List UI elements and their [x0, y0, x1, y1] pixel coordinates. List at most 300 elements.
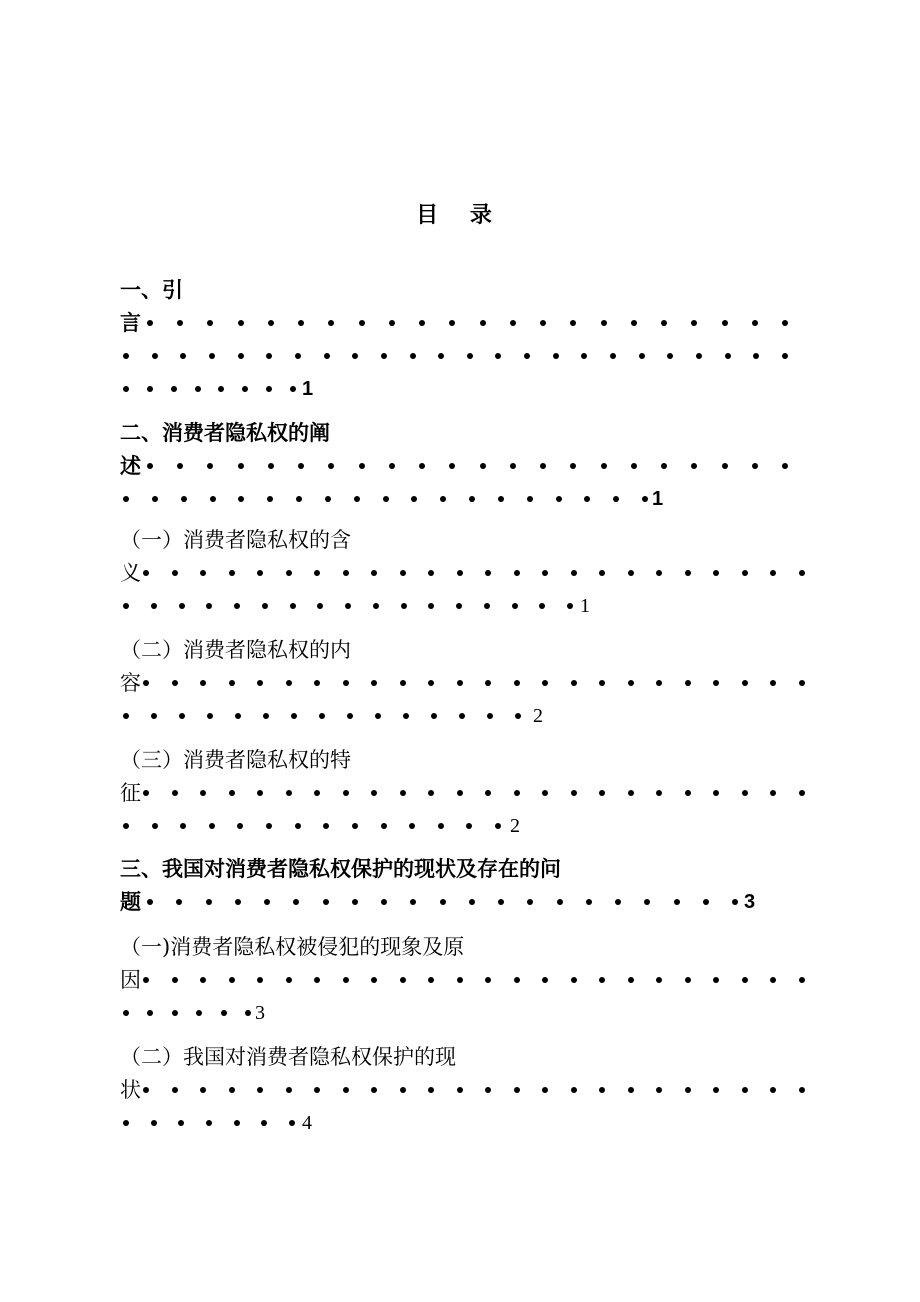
dot-leader	[0, 556, 920, 590]
leader-dot	[371, 680, 377, 686]
leader-dot	[245, 1010, 251, 1016]
leader-dot	[782, 463, 788, 469]
dot-leader	[0, 306, 920, 340]
leader-dot	[257, 680, 263, 686]
leader-dot	[234, 1120, 240, 1126]
leader-dot	[685, 680, 691, 686]
leader-dot	[143, 977, 149, 983]
leader-dot	[206, 1120, 212, 1126]
leader-dot	[290, 386, 296, 392]
leader-dot	[328, 320, 334, 326]
leader-dot	[264, 899, 270, 905]
toc-entry-title-continued: 征	[120, 781, 141, 805]
leader-dot	[206, 603, 212, 609]
toc-entry-title: （二）消费者隐私权的内	[120, 638, 351, 662]
leader-dot	[438, 823, 444, 829]
leader-dot	[375, 713, 381, 719]
toc-page-number: 4	[302, 1112, 312, 1134]
leader-dot	[540, 463, 546, 469]
leader-dot	[512, 603, 518, 609]
leader-dot	[419, 463, 425, 469]
leader-dot	[644, 899, 650, 905]
leader-dot	[440, 899, 446, 905]
leader-dot	[428, 570, 434, 576]
leader-dot	[210, 496, 216, 502]
leader-dot	[298, 463, 304, 469]
leader-dot	[123, 603, 129, 609]
toc-page-number: 3	[744, 891, 756, 913]
leader-dot	[289, 1120, 295, 1126]
leader-dot	[742, 680, 748, 686]
dot-leader	[0, 809, 920, 843]
leader-dot	[180, 353, 186, 359]
leader-dot	[457, 570, 463, 576]
leader-dot	[628, 977, 634, 983]
toc-page-number: 2	[533, 705, 543, 727]
leader-dot	[713, 570, 719, 576]
leader-dot	[143, 790, 149, 796]
leader-dot	[722, 320, 728, 326]
leader-dot	[599, 570, 605, 576]
leader-dot	[123, 386, 129, 392]
leader-dot	[610, 353, 616, 359]
toc-entry-title: （三）消费者隐私权的特	[120, 748, 351, 772]
leader-dot	[172, 570, 178, 576]
leader-dot	[400, 977, 406, 983]
leader-dot	[123, 353, 129, 359]
leader-dot	[770, 1087, 776, 1093]
leader-dot	[238, 353, 244, 359]
leader-dot	[667, 353, 673, 359]
leader-dot	[685, 790, 691, 796]
leader-dot	[293, 899, 299, 905]
leader-dot	[628, 680, 634, 686]
leader-dot	[352, 353, 358, 359]
leader-dot	[438, 353, 444, 359]
leader-dot	[459, 713, 465, 719]
leader-dot	[599, 977, 605, 983]
leader-dot	[176, 899, 182, 905]
leader-dot	[147, 1010, 153, 1016]
leader-dot	[286, 570, 292, 576]
leader-dot	[498, 496, 504, 502]
leader-dot	[179, 603, 185, 609]
leader-dot	[286, 1087, 292, 1093]
leader-dot	[286, 680, 292, 686]
leader-dot	[428, 1087, 434, 1093]
leader-dot	[298, 320, 304, 326]
leader-dot	[323, 823, 329, 829]
leader-dot	[209, 823, 215, 829]
leader-dot	[557, 899, 563, 905]
toc-entry-title-continued: 义	[120, 561, 141, 585]
leader-dot	[314, 790, 320, 796]
leader-dot	[229, 1087, 235, 1093]
leader-dot	[685, 1087, 691, 1093]
leader-dot	[615, 899, 621, 905]
leader-dot	[218, 386, 224, 392]
leader-dot	[485, 790, 491, 796]
leader-dot	[485, 977, 491, 983]
leader-dot	[257, 1087, 263, 1093]
leader-dot	[571, 1087, 577, 1093]
leader-dot	[229, 977, 235, 983]
leader-dot	[457, 977, 463, 983]
leader-dot	[262, 603, 268, 609]
leader-dot	[524, 353, 530, 359]
leader-dot	[514, 790, 520, 796]
leader-dot	[656, 977, 662, 983]
leader-dot	[752, 463, 758, 469]
leader-dot	[324, 353, 330, 359]
leader-dot	[498, 899, 504, 905]
leader-dot	[639, 353, 645, 359]
leader-dot	[457, 790, 463, 796]
leader-dot	[143, 1087, 149, 1093]
leader-dot	[195, 386, 201, 392]
leader-dot	[343, 680, 349, 686]
leader-dot	[200, 680, 206, 686]
leader-dot	[539, 603, 545, 609]
leader-dot	[656, 790, 662, 796]
toc-entry-title: 三、我国对消费者隐私权保护的现状及存在的问	[120, 857, 561, 881]
leader-dot	[782, 353, 788, 359]
leader-dot	[257, 977, 263, 983]
leader-dot	[257, 570, 263, 576]
leader-dot	[586, 899, 592, 905]
leader-dot	[782, 320, 788, 326]
leader-dot	[799, 977, 805, 983]
leader-dot	[799, 1087, 805, 1093]
leader-dot	[207, 463, 213, 469]
toc-entry-title: （一）消费者隐私权的含	[120, 528, 351, 552]
leader-dot	[466, 823, 472, 829]
leader-dot	[770, 680, 776, 686]
leader-dot	[571, 680, 577, 686]
leader-dot	[200, 790, 206, 796]
leader-dot	[291, 713, 297, 719]
leader-dot	[286, 790, 292, 796]
leader-dot	[485, 1087, 491, 1093]
leader-dot	[325, 496, 331, 502]
leader-dot	[221, 1010, 227, 1016]
leader-dot	[661, 463, 667, 469]
leader-dot	[696, 353, 702, 359]
leader-dot	[180, 823, 186, 829]
leader-dot	[354, 496, 360, 502]
leader-dot	[172, 977, 178, 983]
leader-dot	[722, 463, 728, 469]
leader-dot	[200, 1087, 206, 1093]
leader-dot	[359, 463, 365, 469]
leader-dot	[656, 680, 662, 686]
leader-dot	[485, 680, 491, 686]
leader-dot	[172, 1010, 178, 1016]
toc-entry-title: （一)消费者隐私权被侵犯的现象及原	[120, 935, 465, 959]
leader-dot	[400, 790, 406, 796]
leader-dot	[770, 977, 776, 983]
leader-dot	[181, 496, 187, 502]
leader-dot	[383, 496, 389, 502]
leader-dot	[713, 680, 719, 686]
leader-dot	[177, 320, 183, 326]
leader-dot	[601, 463, 607, 469]
leader-dot	[556, 496, 562, 502]
toc-page-number: 1	[302, 378, 314, 400]
leader-dot	[540, 320, 546, 326]
dot-leader	[0, 885, 920, 919]
leader-dot	[229, 790, 235, 796]
leader-dot	[295, 353, 301, 359]
leader-dot	[599, 790, 605, 796]
leader-dot	[542, 977, 548, 983]
leader-dot	[266, 386, 272, 392]
leader-dot	[237, 823, 243, 829]
leader-dot	[449, 463, 455, 469]
leader-dot	[314, 977, 320, 983]
leader-dot	[542, 680, 548, 686]
leader-dot	[242, 386, 248, 392]
leader-dot	[428, 977, 434, 983]
leader-dot	[410, 353, 416, 359]
leader-dot	[267, 496, 273, 502]
leader-dot	[770, 790, 776, 796]
leader-dot	[389, 463, 395, 469]
leader-dot	[177, 463, 183, 469]
leader-dot	[691, 463, 697, 469]
leader-dot	[314, 1087, 320, 1093]
leader-dot	[703, 899, 709, 905]
leader-dot	[314, 680, 320, 686]
leader-dot	[143, 570, 149, 576]
leader-dot	[389, 320, 395, 326]
leader-dot	[147, 320, 153, 326]
leader-dot	[179, 713, 185, 719]
leader-dot	[469, 496, 475, 502]
leader-dot	[229, 680, 235, 686]
leader-dot	[371, 977, 377, 983]
leader-dot	[542, 570, 548, 576]
leader-dot	[261, 1120, 267, 1126]
leader-dot	[381, 899, 387, 905]
dot-leader	[0, 666, 920, 700]
leader-dot	[314, 570, 320, 576]
leader-dot	[514, 1087, 520, 1093]
leader-dot	[151, 713, 157, 719]
leader-dot	[371, 790, 377, 796]
dot-leader	[0, 963, 920, 997]
leader-dot	[196, 1010, 202, 1016]
leader-dot	[570, 320, 576, 326]
leader-dot	[628, 1087, 634, 1093]
leader-dot	[440, 496, 446, 502]
leader-dot	[403, 713, 409, 719]
leader-dot	[200, 570, 206, 576]
toc-entry-title: （二）我国对消费者隐私权保护的现	[120, 1045, 456, 1069]
leader-dot	[352, 899, 358, 905]
leader-dot	[238, 496, 244, 502]
leader-dot	[147, 899, 153, 905]
leader-dot	[449, 320, 455, 326]
leader-dot	[515, 713, 521, 719]
leader-dot	[457, 1087, 463, 1093]
leader-dot	[431, 713, 437, 719]
leader-dot	[172, 1087, 178, 1093]
leader-dot	[343, 570, 349, 576]
dot-leader	[0, 372, 920, 406]
dot-leader	[0, 996, 920, 1030]
leader-dot	[352, 823, 358, 829]
leader-dot	[656, 1087, 662, 1093]
leader-dot	[514, 680, 520, 686]
leader-dot	[381, 823, 387, 829]
leader-dot	[484, 603, 490, 609]
leader-dot	[343, 790, 349, 796]
leader-dot	[235, 899, 241, 905]
leader-dot	[799, 570, 805, 576]
leader-dot	[400, 1087, 406, 1093]
leader-dot	[347, 713, 353, 719]
leader-dot	[480, 463, 486, 469]
leader-dot	[495, 353, 501, 359]
leader-dot	[238, 320, 244, 326]
leader-dot	[172, 790, 178, 796]
leader-dot	[571, 570, 577, 576]
page-title: 目 录	[416, 203, 504, 228]
toc-entry-title-continued: 容	[120, 671, 141, 695]
leader-dot	[631, 463, 637, 469]
leader-dot	[487, 713, 493, 719]
dot-leader	[0, 1073, 920, 1107]
leader-dot	[172, 680, 178, 686]
toc-entry-title-continued: 因	[120, 968, 141, 992]
toc-page-number: 3	[255, 1002, 265, 1024]
dot-leader	[0, 776, 920, 810]
leader-dot	[428, 603, 434, 609]
dot-leader	[0, 589, 920, 623]
leader-dot	[685, 570, 691, 576]
leader-dot	[752, 320, 758, 326]
leader-dot	[400, 680, 406, 686]
leader-dot	[317, 603, 323, 609]
leader-dot	[571, 790, 577, 796]
leader-dot	[485, 570, 491, 576]
leader-dot	[295, 823, 301, 829]
leader-dot	[571, 977, 577, 983]
leader-dot	[514, 570, 520, 576]
dot-leader	[0, 482, 920, 516]
leader-dot	[457, 680, 463, 686]
leader-dot	[296, 496, 302, 502]
toc-entry-title: 一、引	[120, 278, 183, 302]
toc-entry-title: 二、消费者隐私权的阐	[120, 421, 330, 445]
leader-dot	[323, 899, 329, 905]
toc-page-number: 2	[510, 815, 520, 837]
leader-dot	[401, 603, 407, 609]
leader-dot	[151, 603, 157, 609]
leader-dot	[371, 570, 377, 576]
leader-dot	[123, 713, 129, 719]
leader-dot	[257, 790, 263, 796]
leader-dot	[742, 570, 748, 576]
leader-dot	[742, 1087, 748, 1093]
leader-dot	[428, 790, 434, 796]
leader-dot	[613, 496, 619, 502]
leader-dot	[567, 603, 573, 609]
leader-dot	[409, 823, 415, 829]
leader-dot	[209, 353, 215, 359]
dot-leader	[0, 339, 920, 373]
leader-dot	[599, 1087, 605, 1093]
leader-dot	[200, 977, 206, 983]
leader-dot	[123, 496, 129, 502]
leader-dot	[601, 320, 607, 326]
leader-dot	[381, 353, 387, 359]
leader-dot	[263, 713, 269, 719]
leader-dot	[123, 823, 129, 829]
leader-dot	[229, 570, 235, 576]
leader-dot	[691, 320, 697, 326]
leader-dot	[713, 1087, 719, 1093]
toc-entry-title-continued: 题	[120, 890, 141, 914]
leader-dot	[713, 977, 719, 983]
leader-dot	[410, 899, 416, 905]
leader-dot	[656, 570, 662, 576]
leader-dot	[514, 977, 520, 983]
leader-dot	[495, 823, 501, 829]
leader-dot	[642, 496, 648, 502]
leader-dot	[628, 570, 634, 576]
leader-dot	[428, 680, 434, 686]
leader-dot	[674, 899, 680, 905]
leader-dot	[685, 977, 691, 983]
leader-dot	[268, 463, 274, 469]
leader-dot	[343, 1087, 349, 1093]
leader-dot	[753, 353, 759, 359]
leader-dot	[290, 603, 296, 609]
leader-dot	[152, 823, 158, 829]
leader-dot	[266, 823, 272, 829]
leader-dot	[725, 353, 731, 359]
leader-dot	[799, 680, 805, 686]
leader-dot	[359, 320, 365, 326]
leader-dot	[411, 496, 417, 502]
leader-dot	[234, 603, 240, 609]
leader-dot	[147, 463, 153, 469]
leader-dot	[553, 353, 559, 359]
leader-dot	[319, 713, 325, 719]
leader-dot	[770, 570, 776, 576]
dot-leader	[0, 449, 920, 483]
leader-dot	[570, 463, 576, 469]
leader-dot	[480, 320, 486, 326]
leader-dot	[581, 353, 587, 359]
leader-dot	[742, 977, 748, 983]
leader-dot	[661, 320, 667, 326]
leader-dot	[343, 977, 349, 983]
leader-dot	[151, 1120, 157, 1126]
leader-dot	[467, 353, 473, 359]
leader-dot	[713, 790, 719, 796]
leader-dot	[742, 790, 748, 796]
leader-dot	[147, 386, 153, 392]
leader-dot	[238, 463, 244, 469]
leader-dot	[599, 680, 605, 686]
toc-page-number: 1	[580, 595, 590, 617]
toc-page-number: 1	[652, 488, 664, 510]
leader-dot	[206, 899, 212, 905]
leader-dot	[527, 899, 533, 905]
